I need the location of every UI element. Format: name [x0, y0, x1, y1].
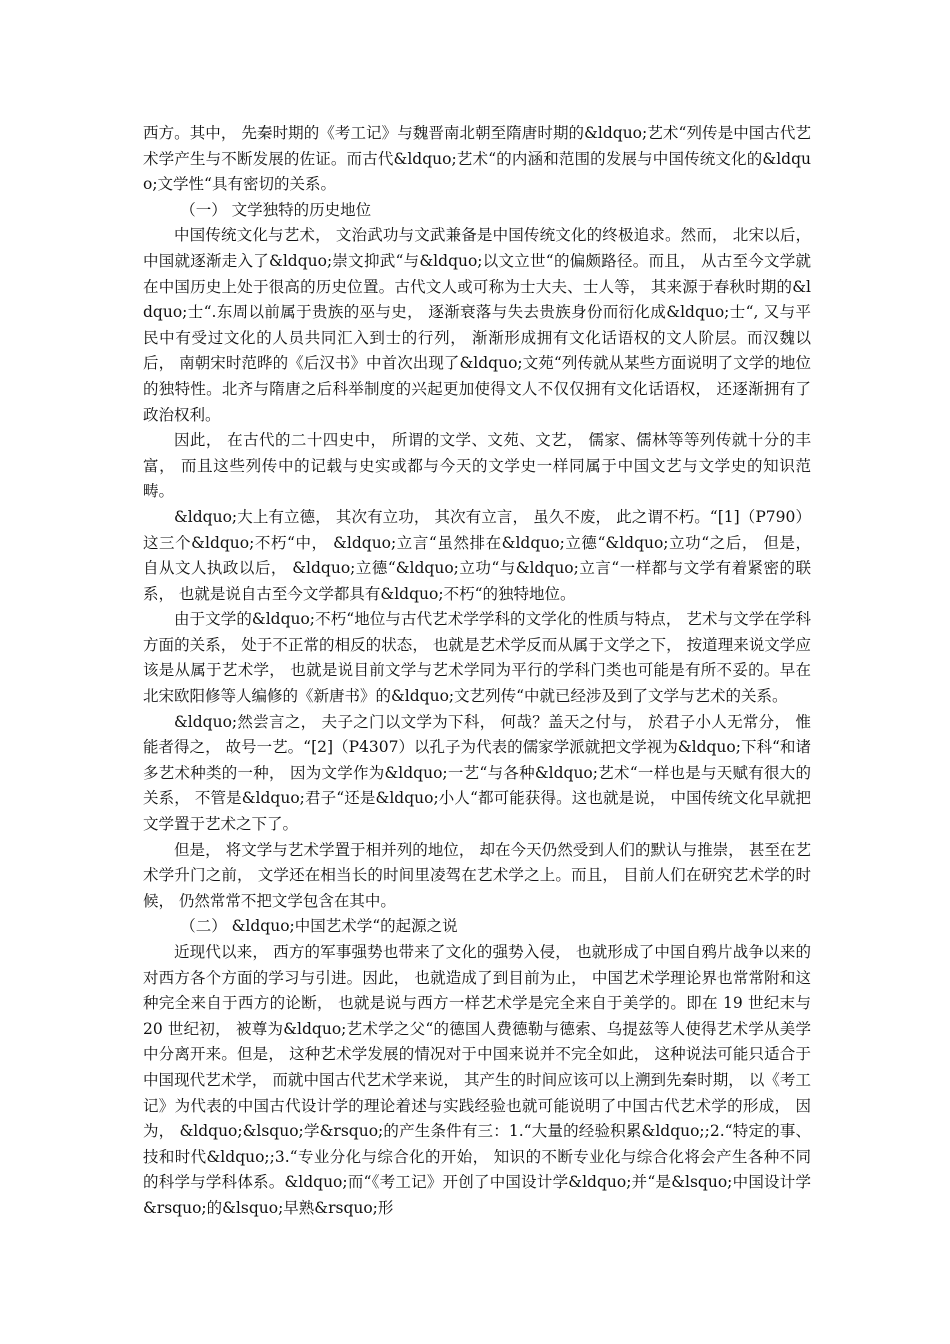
paragraph-intro: 西方。其中， 先秦时期的《考工记》与魏晋南北朝至隋唐时期的&ldquo;艺术“列传是中国古代艺术学产生与不断发展的佐证。而古代&ldquo;艺术“的内涵和范围的发展与中国传统文化的&ldquo;文学性“具有密切的关系。 [143, 124, 811, 194]
paragraph: 近现代以来， 西方的军事强势也带来了文化的强势入侵， 也就形成了中国自鸦片战争以来的对西方各个方面的学习与引进。因此， 也就造成了到目前为止， 中国艺术学理论界也常常附和这种完全来自于西方的论断， 也就是说与西方一样艺术学是完全来自于美学的。即在 19 世纪末与 20 世纪初， 被尊为&ldquo;艺术学之父“的德国人费德勒与德索、乌提兹等人使得艺术学从美学中分离开来。但是， 这种艺术学发展的情况对于中国来说并不完全如此， 这种说法可能只适合于中国现代艺术学， 而就中国古代艺术学来说， 其产生的时间应该可以上溯到先秦时期， 以《考工记》为代表的中国古代设计学的理论着述与实践经验也就可能说明了中国古代艺术学的形成， 因为， &ldquo;&lsquo;学&rsquo;的产生条件有三：1.“大量的经验积累&ldquo;;2.“特定的事、技和时代&ldquo;;3.“专业分化与综合化的开始， 知识的不断专业化与综合化将会产生各种不同的科学与学科体系。&ldquo;而“《考工记》开创了中国设计学&ldquo;并“是&lsquo;中国设计学&rsquo;的&lsquo;早熟&rsquo;形 [143, 943, 811, 1217]
paragraph: 因此， 在古代的二十四史中， 所谓的文学、文苑、文艺， 儒家、儒林等等列传就十分的丰富， 而且这些列传中的记载与史实或都与今天的文学史一样同属于中国文艺与文学史的知识范畴。 [143, 431, 811, 501]
paragraph: 由于文学的&ldquo;不朽“地位与古代艺术学学科的文学化的性质与特点， 艺术与文学在学科方面的关系， 处于不正常的相反的状态， 也就是艺术学反而从属于文学之下， 按道理来说文学应该是从属于艺术学， 也就是说目前文学与艺术学同为平行的学科门类也可能是有所不妥的。早在北宋欧阳修等人编修的《新唐书》的&ldquo;文艺列传“中就已经涉及到了文学与艺术的关系。 [143, 610, 811, 706]
section-heading-1: （一） 文学独特的历史地位 [180, 200, 372, 219]
paragraph: 但是， 将文学与艺术学置于相并列的地位， 却在今天仍然受到人们的默认与推崇， 甚至在艺术学升门之前， 文学还在相当长的时间里凌驾在艺术学之上。而且， 目前人们在研究艺术学的时候， 仍然常常不把文学包含在其中。 [143, 840, 811, 910]
section-heading-2: （二） &ldquo;中国艺术学“的起源之说 [180, 917, 458, 936]
paragraph: &ldquo;然尝言之， 夫子之门以文学为下科， 何哉？盖天之付与， 於君子小人无常分， 惟能者得之， 故号一艺。“[2]（P4307）以孔子为代表的儒家学派就把文学视为&ldquo;下科“和诸多艺术种类的一种， 因为文学作为&ldquo;一艺“与各种&ldquo;艺术“一样也是与天赋有很大的关系， 不管是&ldquo;君子“还是&ldquo;小人“都可能获得。这也就是说， 中国传统文化早就把文学置于艺术之下了。 [143, 712, 811, 834]
paragraph: &ldquo;大上有立德， 其次有立功， 其次有立言， 虽久不废， 此之谓不朽。“[1]（P790）这三个&ldquo;不朽“中， &ldquo;立言“虽然排在&ldquo;立德“&ldquo;立功“之后， 但是， 自从文人执政以后， &ldquo;立德“&ldquo;立功“与&ldquo;立言“一样都与文学有着紧密的联系， 也就是说自古至今文学都具有&ldquo;不朽“的独特地位。 [143, 507, 811, 603]
document-page [143, 121, 811, 1222]
paragraph: 中国传统文化与艺术， 文治武功与文武兼备是中国传统文化的终极追求。然而， 北宋以后， 中国就逐渐走入了&ldquo;崇文抑武“与&ldquo;以文立世“的偏颇路径。而且， 从古至今文学就在中国历史上处于很高的历史位置。古代文人或可称为士大夫、士人等， 其来源于春秋时期的&ldquo;士“.东周以前属于贵族的巫与史， 逐渐衰落与失去贵族身份而衍化成&ldquo;士“, 又与平民中有受过文化的人员共同汇入到士的行列， 渐渐形成拥有文化话语权的文人阶层。而汉魏以后， 南朝宋时范晔的《后汉书》中首次出现了&ldquo;文苑“列传就从某些方面说明了文学的地位的独特性。北齐与隋唐之后科举制度的兴起更加使得文人不仅仅拥有文化话语权， 还逐渐拥有了政治权利。 [143, 226, 811, 424]
